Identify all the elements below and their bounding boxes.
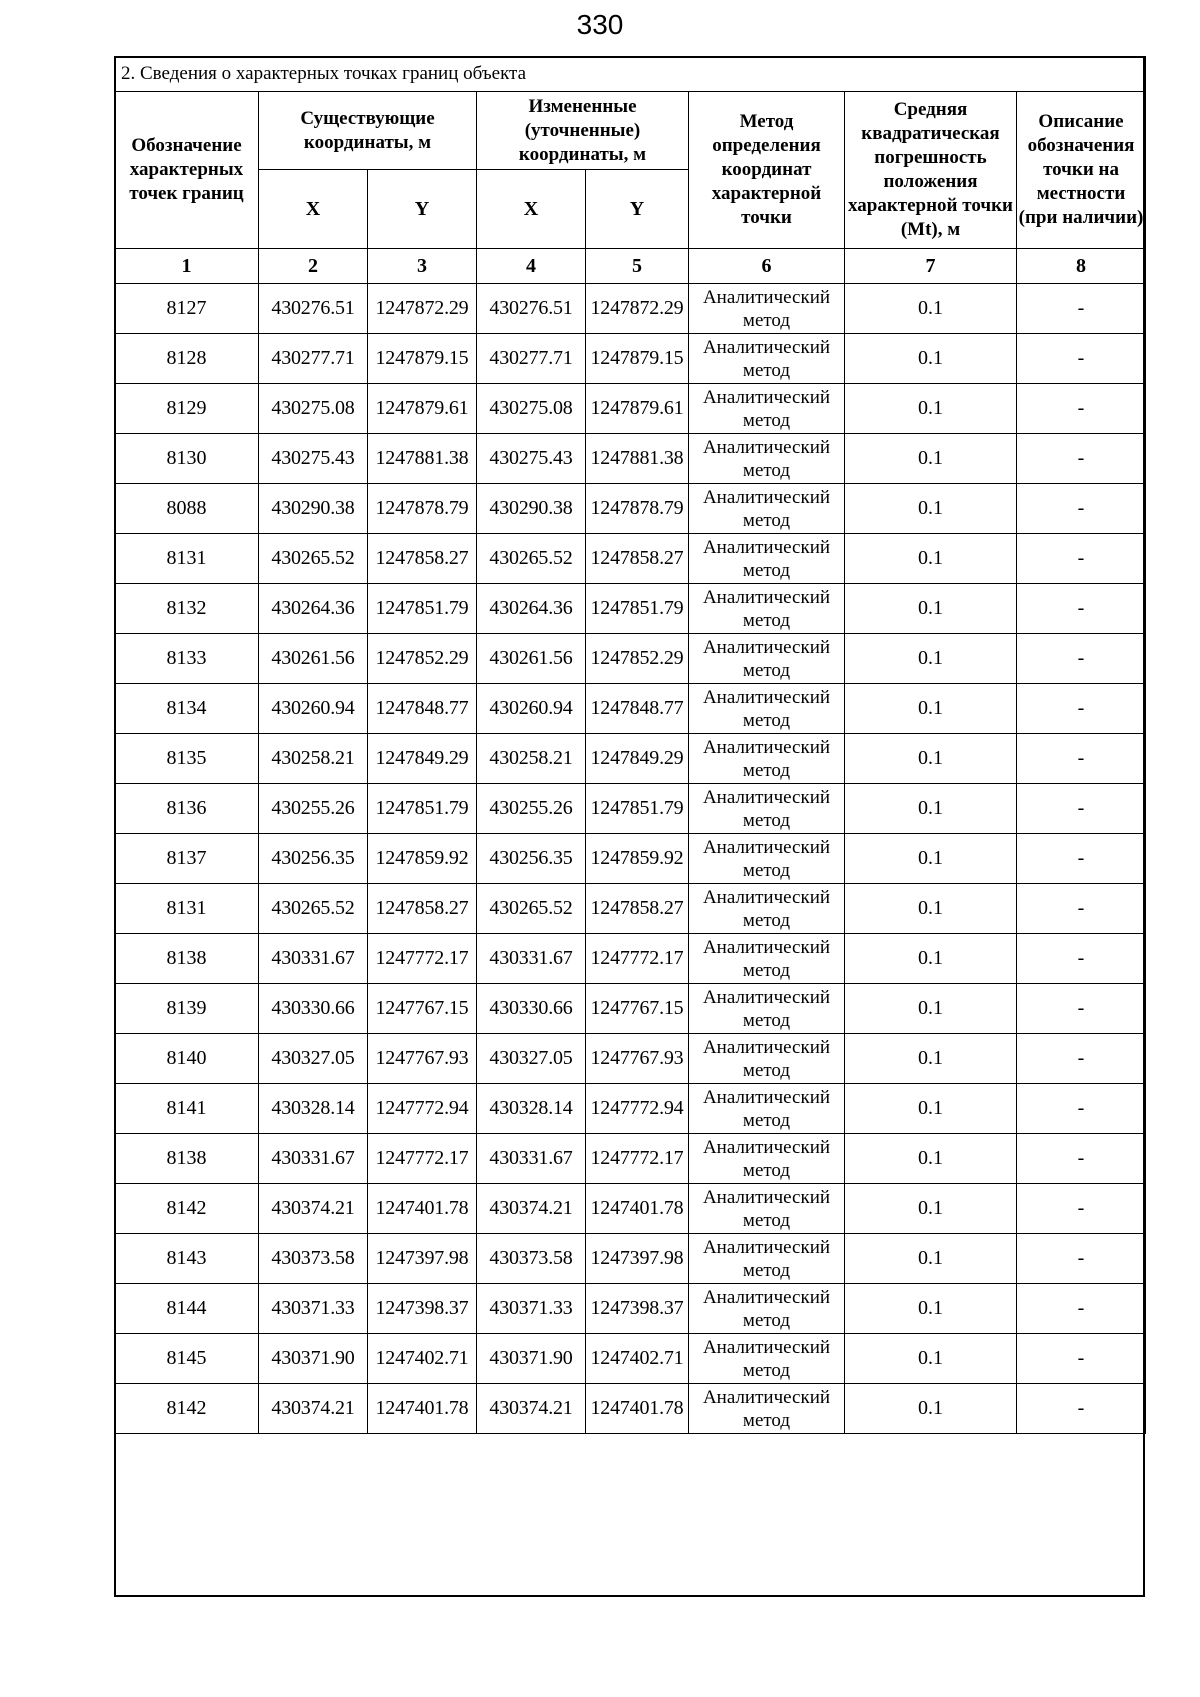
changed-y-cell: 1247772.17 bbox=[586, 1134, 689, 1184]
point-id-cell: 8088 bbox=[115, 484, 259, 534]
table-row bbox=[115, 984, 1146, 1034]
changed-y-cell: 1247401.78 bbox=[586, 1384, 689, 1434]
point-description-cell: - bbox=[1017, 534, 1146, 584]
method-cell: Аналитический метод bbox=[689, 584, 845, 634]
table-row bbox=[115, 1234, 1146, 1284]
changed-y-cell: 1247767.93 bbox=[586, 1034, 689, 1084]
method-cell: Аналитический метод bbox=[689, 884, 845, 934]
mean-square-error-cell: 0.1 bbox=[845, 1384, 1017, 1434]
changed-x-cell: 430256.35 bbox=[477, 834, 586, 884]
point-id-cell: 8129 bbox=[115, 384, 259, 434]
header-existing-coordinates: Существующие координаты, м bbox=[259, 92, 477, 170]
existing-y-cell: 1247852.29 bbox=[368, 634, 477, 684]
existing-x-cell: 430265.52 bbox=[259, 884, 368, 934]
point-id-cell: 8141 bbox=[115, 1084, 259, 1134]
changed-x-cell: 430331.67 bbox=[477, 1134, 586, 1184]
changed-x-cell: 430265.52 bbox=[477, 534, 586, 584]
point-id-cell: 8132 bbox=[115, 584, 259, 634]
point-id-cell: 8131 bbox=[115, 534, 259, 584]
column-number: 4 bbox=[477, 249, 586, 284]
method-cell: Аналитический метод bbox=[689, 784, 845, 834]
method-cell: Аналитический метод bbox=[689, 1384, 845, 1434]
column-number: 8 bbox=[1017, 249, 1146, 284]
existing-y-cell: 1247401.78 bbox=[368, 1384, 477, 1434]
existing-y-cell: 1247397.98 bbox=[368, 1234, 477, 1284]
method-cell: Аналитический метод bbox=[689, 434, 845, 484]
method-cell: Аналитический метод bbox=[689, 684, 845, 734]
existing-y-cell: 1247878.79 bbox=[368, 484, 477, 534]
table-row bbox=[115, 534, 1146, 584]
existing-x-cell: 430331.67 bbox=[259, 1134, 368, 1184]
changed-y-cell: 1247401.78 bbox=[586, 1184, 689, 1234]
changed-x-cell: 430258.21 bbox=[477, 734, 586, 784]
page-number: 330 bbox=[576, 9, 624, 40]
changed-y-cell: 1247849.29 bbox=[586, 734, 689, 784]
mean-square-error-cell: 0.1 bbox=[845, 684, 1017, 734]
existing-y-cell: 1247849.29 bbox=[368, 734, 477, 784]
point-description-cell: - bbox=[1017, 634, 1146, 684]
point-description-cell: - bbox=[1017, 1184, 1146, 1234]
table-row bbox=[115, 634, 1146, 684]
existing-x-cell: 430275.43 bbox=[259, 434, 368, 484]
point-id-cell: 8139 bbox=[115, 984, 259, 1034]
existing-x-cell: 430275.08 bbox=[259, 384, 368, 434]
point-description-cell: - bbox=[1017, 884, 1146, 934]
mean-square-error-cell: 0.1 bbox=[845, 884, 1017, 934]
changed-x-cell: 430275.08 bbox=[477, 384, 586, 434]
point-description-cell: - bbox=[1017, 984, 1146, 1034]
mean-square-error-cell: 0.1 bbox=[845, 984, 1017, 1034]
point-description-cell: - bbox=[1017, 1284, 1146, 1334]
point-description-cell: - bbox=[1017, 1034, 1146, 1084]
point-description-cell: - bbox=[1017, 684, 1146, 734]
column-number: 2 bbox=[259, 249, 368, 284]
mean-square-error-cell: 0.1 bbox=[845, 534, 1017, 584]
existing-y-cell: 1247851.79 bbox=[368, 784, 477, 834]
table-row bbox=[115, 284, 1146, 334]
existing-x-cell: 430330.66 bbox=[259, 984, 368, 1034]
point-description-cell: - bbox=[1017, 434, 1146, 484]
mean-square-error-cell: 0.1 bbox=[845, 1234, 1017, 1284]
changed-y-cell: 1247859.92 bbox=[586, 834, 689, 884]
method-cell: Аналитический метод bbox=[689, 484, 845, 534]
existing-y-cell: 1247772.17 bbox=[368, 934, 477, 984]
method-cell: Аналитический метод bbox=[689, 1184, 845, 1234]
point-id-cell: 8131 bbox=[115, 884, 259, 934]
point-description-cell: - bbox=[1017, 1334, 1146, 1384]
changed-x-cell: 430371.90 bbox=[477, 1334, 586, 1384]
existing-x-cell: 430373.58 bbox=[259, 1234, 368, 1284]
point-description-cell: - bbox=[1017, 284, 1146, 334]
table-row bbox=[115, 1084, 1146, 1134]
mean-square-error-cell: 0.1 bbox=[845, 1034, 1017, 1084]
table-row bbox=[115, 1134, 1146, 1184]
method-cell: Аналитический метод bbox=[689, 1084, 845, 1134]
point-description-cell: - bbox=[1017, 584, 1146, 634]
header-changed-y: Y bbox=[586, 170, 689, 249]
method-cell: Аналитический метод bbox=[689, 384, 845, 434]
point-id-cell: 8128 bbox=[115, 334, 259, 384]
changed-x-cell: 430260.94 bbox=[477, 684, 586, 734]
mean-square-error-cell: 0.1 bbox=[845, 934, 1017, 984]
point-id-cell: 8138 bbox=[115, 1134, 259, 1184]
existing-y-cell: 1247772.94 bbox=[368, 1084, 477, 1134]
changed-y-cell: 1247398.37 bbox=[586, 1284, 689, 1334]
mean-square-error-cell: 0.1 bbox=[845, 334, 1017, 384]
changed-y-cell: 1247767.15 bbox=[586, 984, 689, 1034]
boundary-points-table bbox=[114, 56, 1146, 1434]
method-cell: Аналитический метод bbox=[689, 1234, 845, 1284]
method-cell: Аналитический метод bbox=[689, 634, 845, 684]
point-id-cell: 8142 bbox=[115, 1384, 259, 1434]
point-id-cell: 8142 bbox=[115, 1184, 259, 1234]
existing-y-cell: 1247767.93 bbox=[368, 1034, 477, 1084]
table-row bbox=[115, 1184, 1146, 1234]
table-row bbox=[115, 1034, 1146, 1084]
table-row bbox=[115, 384, 1146, 434]
changed-y-cell: 1247402.71 bbox=[586, 1334, 689, 1384]
method-cell: Аналитический метод bbox=[689, 934, 845, 984]
existing-x-cell: 430327.05 bbox=[259, 1034, 368, 1084]
changed-y-cell: 1247858.27 bbox=[586, 884, 689, 934]
changed-x-cell: 430277.71 bbox=[477, 334, 586, 384]
changed-y-cell: 1247848.77 bbox=[586, 684, 689, 734]
existing-y-cell: 1247851.79 bbox=[368, 584, 477, 634]
table-row bbox=[115, 1334, 1146, 1384]
point-id-cell: 8140 bbox=[115, 1034, 259, 1084]
header-changed-coordinates: Измененные (уточненные) координаты, м bbox=[477, 92, 689, 170]
changed-x-cell: 430264.36 bbox=[477, 584, 586, 634]
point-description-cell: - bbox=[1017, 934, 1146, 984]
method-cell: Аналитический метод bbox=[689, 984, 845, 1034]
table-row bbox=[115, 584, 1146, 634]
changed-x-cell: 430290.38 bbox=[477, 484, 586, 534]
existing-x-cell: 430331.67 bbox=[259, 934, 368, 984]
existing-y-cell: 1247848.77 bbox=[368, 684, 477, 734]
changed-x-cell: 430275.43 bbox=[477, 434, 586, 484]
existing-x-cell: 430277.71 bbox=[259, 334, 368, 384]
existing-y-cell: 1247872.29 bbox=[368, 284, 477, 334]
point-id-cell: 8144 bbox=[115, 1284, 259, 1334]
changed-x-cell: 430374.21 bbox=[477, 1184, 586, 1234]
existing-x-cell: 430256.35 bbox=[259, 834, 368, 884]
existing-x-cell: 430264.36 bbox=[259, 584, 368, 634]
changed-y-cell: 1247881.38 bbox=[586, 434, 689, 484]
header-existing-x: X bbox=[259, 170, 368, 249]
mean-square-error-cell: 0.1 bbox=[845, 484, 1017, 534]
column-number: 6 bbox=[689, 249, 845, 284]
point-id-cell: 8145 bbox=[115, 1334, 259, 1384]
existing-x-cell: 430371.33 bbox=[259, 1284, 368, 1334]
changed-x-cell: 430265.52 bbox=[477, 884, 586, 934]
method-cell: Аналитический метод bbox=[689, 1034, 845, 1084]
mean-square-error-cell: 0.1 bbox=[845, 834, 1017, 884]
mean-square-error-cell: 0.1 bbox=[845, 1084, 1017, 1134]
changed-y-cell: 1247772.17 bbox=[586, 934, 689, 984]
existing-y-cell: 1247767.15 bbox=[368, 984, 477, 1034]
point-description-cell: - bbox=[1017, 334, 1146, 384]
method-cell: Аналитический метод bbox=[689, 734, 845, 784]
existing-x-cell: 430374.21 bbox=[259, 1184, 368, 1234]
existing-y-cell: 1247879.15 bbox=[368, 334, 477, 384]
point-description-cell: - bbox=[1017, 384, 1146, 434]
mean-square-error-cell: 0.1 bbox=[845, 284, 1017, 334]
header-mean-square-error: Средняя квадратическая погрешность положения характерной точки (Mt), м bbox=[845, 92, 1017, 249]
point-id-cell: 8130 bbox=[115, 434, 259, 484]
mean-square-error-cell: 0.1 bbox=[845, 734, 1017, 784]
header-point-designation: Обозначение характерных точек границ bbox=[115, 92, 259, 249]
point-id-cell: 8133 bbox=[115, 634, 259, 684]
changed-x-cell: 430327.05 bbox=[477, 1034, 586, 1084]
mean-square-error-cell: 0.1 bbox=[845, 584, 1017, 634]
table-row bbox=[115, 834, 1146, 884]
point-id-cell: 8138 bbox=[115, 934, 259, 984]
point-description-cell: - bbox=[1017, 1234, 1146, 1284]
changed-y-cell: 1247878.79 bbox=[586, 484, 689, 534]
method-cell: Аналитический метод bbox=[689, 284, 845, 334]
changed-y-cell: 1247858.27 bbox=[586, 534, 689, 584]
table-row bbox=[115, 484, 1146, 534]
point-description-cell: - bbox=[1017, 734, 1146, 784]
changed-x-cell: 430261.56 bbox=[477, 634, 586, 684]
header-changed-x: X bbox=[477, 170, 586, 249]
point-description-cell: - bbox=[1017, 484, 1146, 534]
table-row bbox=[115, 884, 1146, 934]
mean-square-error-cell: 0.1 bbox=[845, 1284, 1017, 1334]
table-row bbox=[115, 684, 1146, 734]
point-id-cell: 8127 bbox=[115, 284, 259, 334]
table-row bbox=[115, 734, 1146, 784]
existing-x-cell: 430265.52 bbox=[259, 534, 368, 584]
header-existing-y: Y bbox=[368, 170, 477, 249]
existing-x-cell: 430374.21 bbox=[259, 1384, 368, 1434]
existing-x-cell: 430260.94 bbox=[259, 684, 368, 734]
existing-x-cell: 430258.21 bbox=[259, 734, 368, 784]
existing-y-cell: 1247879.61 bbox=[368, 384, 477, 434]
column-number-row bbox=[115, 249, 1146, 284]
changed-y-cell: 1247772.94 bbox=[586, 1084, 689, 1134]
mean-square-error-cell: 0.1 bbox=[845, 384, 1017, 434]
column-number: 7 bbox=[845, 249, 1017, 284]
changed-x-cell: 430374.21 bbox=[477, 1384, 586, 1434]
existing-x-cell: 430290.38 bbox=[259, 484, 368, 534]
point-description-cell: - bbox=[1017, 1134, 1146, 1184]
existing-y-cell: 1247398.37 bbox=[368, 1284, 477, 1334]
existing-y-cell: 1247401.78 bbox=[368, 1184, 477, 1234]
point-id-cell: 8137 bbox=[115, 834, 259, 884]
section-title: 2. Сведения о характерных точках границ объекта bbox=[115, 57, 1146, 92]
existing-y-cell: 1247858.27 bbox=[368, 534, 477, 584]
table-body bbox=[115, 284, 1146, 1434]
method-cell: Аналитический метод bbox=[689, 1134, 845, 1184]
changed-x-cell: 430328.14 bbox=[477, 1084, 586, 1134]
changed-y-cell: 1247397.98 bbox=[586, 1234, 689, 1284]
changed-x-cell: 430331.67 bbox=[477, 934, 586, 984]
changed-x-cell: 430330.66 bbox=[477, 984, 586, 1034]
method-cell: Аналитический метод bbox=[689, 334, 845, 384]
existing-x-cell: 430328.14 bbox=[259, 1084, 368, 1134]
changed-x-cell: 430255.26 bbox=[477, 784, 586, 834]
method-cell: Аналитический метод bbox=[689, 1334, 845, 1384]
point-description-cell: - bbox=[1017, 1384, 1146, 1434]
point-description-cell: - bbox=[1017, 784, 1146, 834]
table-row bbox=[115, 334, 1146, 384]
existing-y-cell: 1247772.17 bbox=[368, 1134, 477, 1184]
table-row bbox=[115, 1284, 1146, 1334]
method-cell: Аналитический метод bbox=[689, 834, 845, 884]
changed-y-cell: 1247879.61 bbox=[586, 384, 689, 434]
method-cell: Аналитический метод bbox=[689, 1284, 845, 1334]
existing-x-cell: 430276.51 bbox=[259, 284, 368, 334]
header-point-description: Описание обозначения точки на местности (при наличии) bbox=[1017, 92, 1146, 249]
existing-y-cell: 1247881.38 bbox=[368, 434, 477, 484]
point-id-cell: 8136 bbox=[115, 784, 259, 834]
existing-y-cell: 1247859.92 bbox=[368, 834, 477, 884]
column-number: 1 bbox=[115, 249, 259, 284]
column-number: 3 bbox=[368, 249, 477, 284]
mean-square-error-cell: 0.1 bbox=[845, 634, 1017, 684]
point-id-cell: 8134 bbox=[115, 684, 259, 734]
point-id-cell: 8143 bbox=[115, 1234, 259, 1284]
existing-x-cell: 430255.26 bbox=[259, 784, 368, 834]
changed-x-cell: 430373.58 bbox=[477, 1234, 586, 1284]
changed-y-cell: 1247852.29 bbox=[586, 634, 689, 684]
point-description-cell: - bbox=[1017, 834, 1146, 884]
changed-y-cell: 1247872.29 bbox=[586, 284, 689, 334]
changed-y-cell: 1247879.15 bbox=[586, 334, 689, 384]
table-row bbox=[115, 434, 1146, 484]
existing-y-cell: 1247402.71 bbox=[368, 1334, 477, 1384]
changed-y-cell: 1247851.79 bbox=[586, 784, 689, 834]
table-row bbox=[115, 934, 1146, 984]
changed-x-cell: 430276.51 bbox=[477, 284, 586, 334]
mean-square-error-cell: 0.1 bbox=[845, 1334, 1017, 1384]
mean-square-error-cell: 0.1 bbox=[845, 434, 1017, 484]
existing-x-cell: 430371.90 bbox=[259, 1334, 368, 1384]
method-cell: Аналитический метод bbox=[689, 534, 845, 584]
mean-square-error-cell: 0.1 bbox=[845, 1134, 1017, 1184]
table-row bbox=[115, 784, 1146, 834]
column-number: 5 bbox=[586, 249, 689, 284]
existing-y-cell: 1247858.27 bbox=[368, 884, 477, 934]
mean-square-error-cell: 0.1 bbox=[845, 1184, 1017, 1234]
existing-x-cell: 430261.56 bbox=[259, 634, 368, 684]
point-description-cell: - bbox=[1017, 1084, 1146, 1134]
header-method: Метод определения координат характерной точки bbox=[689, 92, 845, 249]
table-row bbox=[115, 1384, 1146, 1434]
changed-y-cell: 1247851.79 bbox=[586, 584, 689, 634]
changed-x-cell: 430371.33 bbox=[477, 1284, 586, 1334]
point-id-cell: 8135 bbox=[115, 734, 259, 784]
mean-square-error-cell: 0.1 bbox=[845, 784, 1017, 834]
